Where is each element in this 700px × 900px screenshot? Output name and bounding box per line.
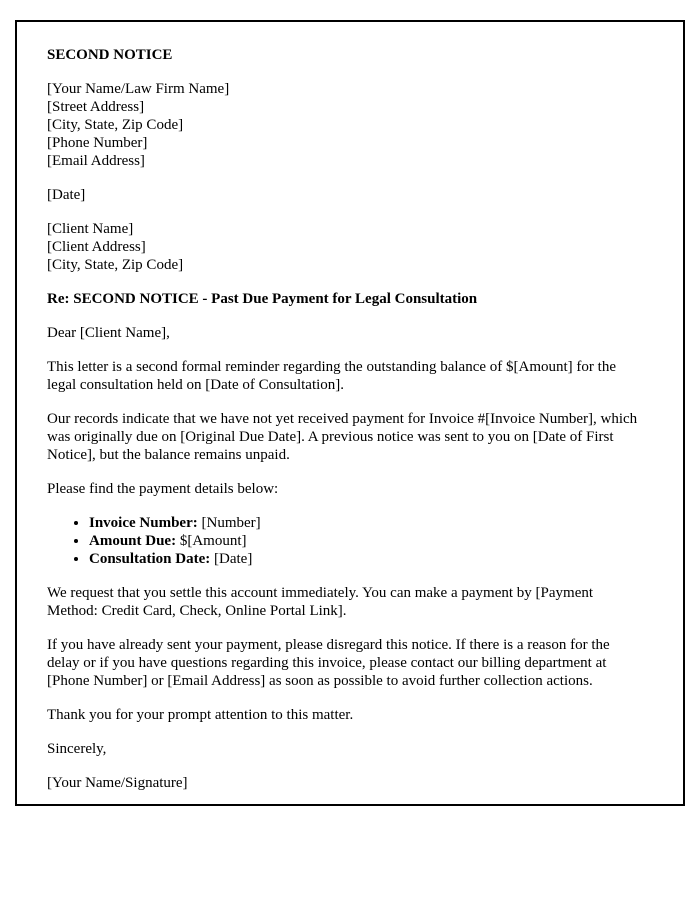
sender-email: [Email Address] bbox=[47, 153, 145, 169]
detail-value: [Number] bbox=[197, 515, 261, 531]
recipient-address: [Client Address] bbox=[47, 239, 146, 255]
sender-name: [Your Name/Law Firm Name] bbox=[47, 81, 230, 97]
recipient-name: [Client Name] bbox=[47, 221, 134, 237]
detail-value: [Date] bbox=[210, 551, 253, 567]
sender-street: [Street Address] bbox=[47, 99, 145, 115]
letter-date: [Date] bbox=[47, 187, 86, 203]
sender-city-state-zip: [City, State, Zip Code] bbox=[47, 117, 184, 133]
paragraph-records: Our records indicate that we have not yet received payment for Invoice #[Invoice Number], which was originally due on [Original Due Date]. A previous notice was sent to you on [Date of First Notice], but the balance remains unpaid. bbox=[47, 411, 638, 463]
sender-phone: [Phone Number] bbox=[47, 135, 148, 151]
signature-line: [Your Name/Signature] bbox=[47, 775, 188, 791]
paragraph-settle: We request that you settle this account immediately. You can make a payment by [Payment Method: Credit Card, Check, Online Portal Link]. bbox=[47, 585, 594, 619]
paragraph-details-intro: Please find the payment details below: bbox=[47, 481, 279, 497]
payment-details-list bbox=[47, 514, 639, 568]
paragraph-disregard: If you have already sent your payment, please disregard this notice. If there is a reason for the delay or if you have questions regarding this invoice, please contact our billing department at [Phone Number] or [Email Address] as soon as possible to avoid further collection actions. bbox=[47, 637, 610, 689]
list-item-consultation-date bbox=[89, 550, 639, 568]
salutation: Dear [Client Name], bbox=[47, 325, 170, 341]
recipient-address-block bbox=[47, 220, 639, 274]
detail-label: Consultation Date: bbox=[89, 551, 211, 567]
closing: Sincerely, bbox=[47, 741, 107, 757]
detail-value: $[Amount] bbox=[176, 533, 247, 549]
subject-line: Re: SECOND NOTICE - Past Due Payment for Legal Consultation bbox=[47, 291, 478, 307]
list-item-invoice-number bbox=[89, 514, 639, 532]
letter-document bbox=[15, 20, 685, 806]
list-item-amount-due bbox=[89, 532, 639, 550]
letter-title: SECOND NOTICE bbox=[47, 47, 173, 63]
paragraph-balance: This letter is a second formal reminder regarding the outstanding balance of $[Amount] for the legal consultation held on [Date of Consultation]. bbox=[47, 359, 616, 393]
paragraph-thanks: Thank you for your prompt attention to this matter. bbox=[47, 707, 354, 723]
recipient-city-state-zip: [City, State, Zip Code] bbox=[47, 257, 184, 273]
detail-label: Invoice Number: bbox=[89, 515, 198, 531]
sender-address-block bbox=[47, 80, 639, 170]
detail-label: Amount Due: bbox=[89, 533, 177, 549]
